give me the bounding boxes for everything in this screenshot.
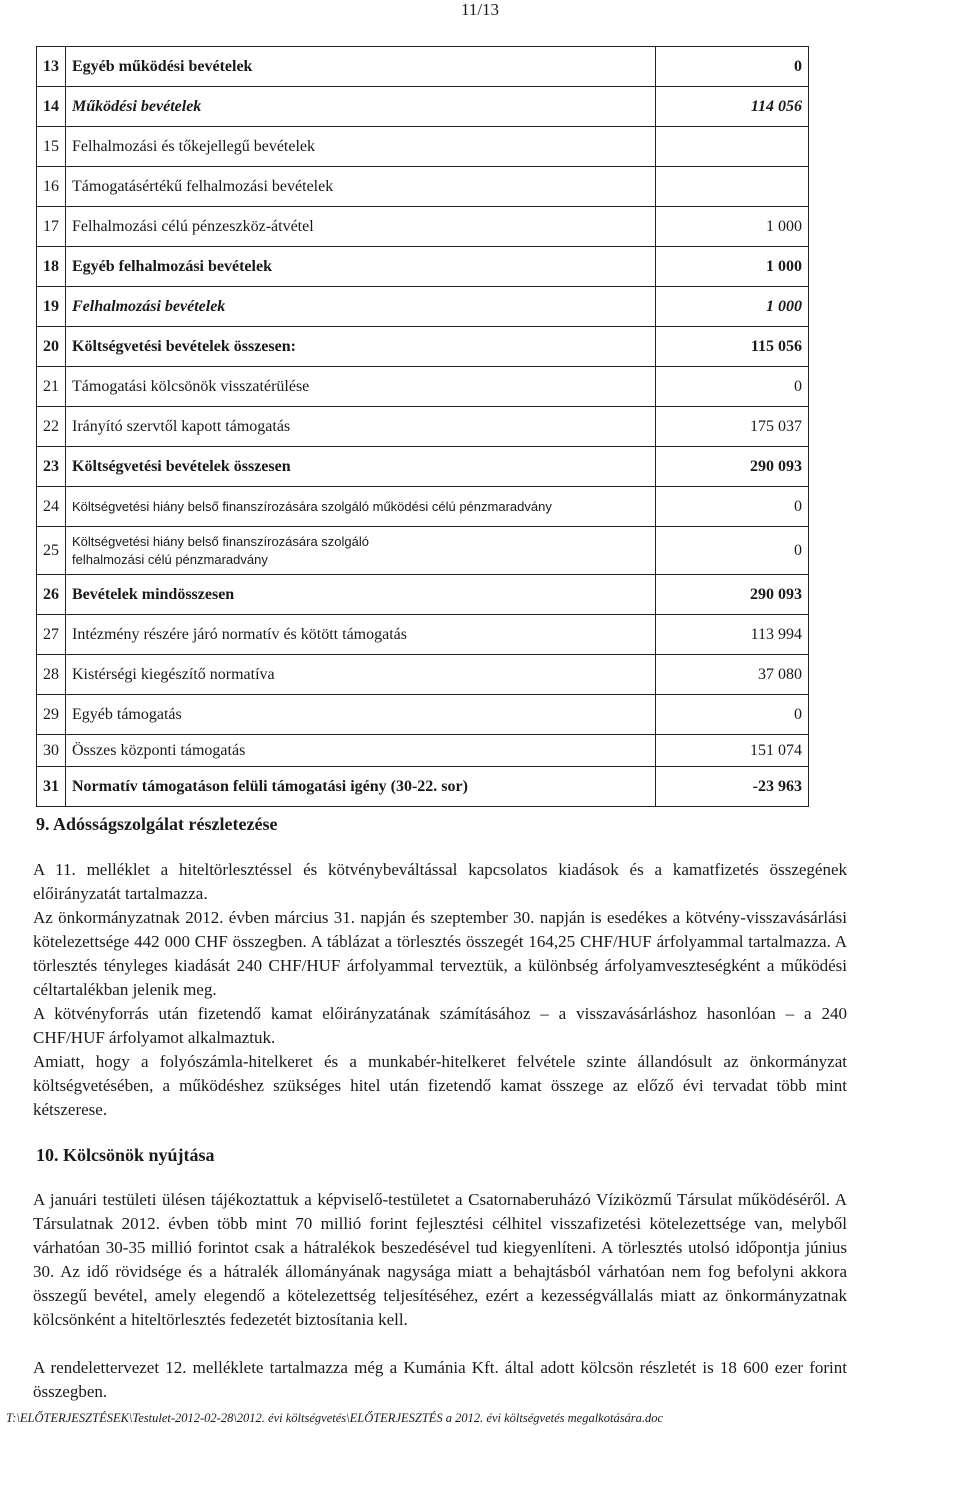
row-value: 0 bbox=[656, 47, 809, 87]
row-value: 0 bbox=[656, 527, 809, 575]
table-row bbox=[37, 247, 809, 287]
row-label: Költségvetési bevételek összesen bbox=[66, 447, 656, 487]
section-9-heading: 9. Adósságszolgálat részletezése bbox=[36, 814, 278, 834]
row-value: 1 000 bbox=[656, 207, 809, 247]
row-label: Támogatási kölcsönök visszatérülése bbox=[66, 367, 656, 407]
table-row bbox=[37, 527, 809, 575]
table-row bbox=[37, 655, 809, 695]
row-value: 113 994 bbox=[656, 615, 809, 655]
row-number: 27 bbox=[37, 615, 66, 655]
row-number: 19 bbox=[37, 287, 66, 327]
section-10-paragraph: A januári testületi ülésen tájékoztattuk a képviselő-testületet a Csatornaberuházó Víziközmű Társulat működéséről. A Társulatnak 2012. évben több mint 70 millió forint fejlesztési célhitel visszafizetési kötelezettsége van, melyből várhatóan 30-35 millió forintot csak a hátralékok beszedésével tud kiegyenlíteni. A törlesztés utolsó időpontja június 30. Az idő rövidsége és a hátralék állományának nagysága miatt a behajtásból várhatóan nem fog befolyni akkora összegű bevétel, amely elegendő a kötelezettség teljesítéséhez, ezért a kezességvállalás miatt az önkormányzatnak kölcsönként a hiteltörlesztés fedezetét biztosítania kell. bbox=[33, 1190, 847, 1329]
row-number: 22 bbox=[37, 407, 66, 447]
section-9-paragraph: Amiatt, hogy a folyószámla-hitelkeret és a munkabér-hitelkeret felvétele szinte állandósult az önkormányzat költségvetésében, a működéshez szükséges hitel után fizetendő kamat összege az előző évi tervadat több mint kétszerese. bbox=[33, 1052, 847, 1119]
row-label: Intézmény részére járó normatív és kötött támogatás bbox=[66, 615, 656, 655]
table-row bbox=[37, 767, 809, 807]
budget-table bbox=[36, 46, 809, 807]
row-value: 37 080 bbox=[656, 655, 809, 695]
row-value: 290 093 bbox=[656, 447, 809, 487]
table-row bbox=[37, 87, 809, 127]
row-label: Egyéb működési bevételek bbox=[66, 47, 656, 87]
table-row bbox=[37, 127, 809, 167]
row-number: 21 bbox=[37, 367, 66, 407]
row-label: Költségvetési hiány belső finanszírozására szolgáló felhalmozási célú pénzmaradvány bbox=[66, 527, 656, 575]
row-label: Kistérségi kiegészítő normatíva bbox=[66, 655, 656, 695]
row-label: Költségvetési bevételek összesen: bbox=[66, 327, 656, 367]
row-number: 26 bbox=[37, 575, 66, 615]
row-number: 15 bbox=[37, 127, 66, 167]
table-row bbox=[37, 207, 809, 247]
row-number: 13 bbox=[37, 47, 66, 87]
table-row bbox=[37, 47, 809, 87]
row-value bbox=[656, 127, 809, 167]
row-label: Költségvetési hiány belső finanszírozására szolgáló működési célú pénzmaradvány bbox=[66, 487, 656, 527]
section-9-paragraph: A 11. melléklet a hiteltörlesztéssel és kötvénybeváltással kapcsolatos kiadások és a kamatfizetés összegének előirányzatát tartalmazza. bbox=[33, 860, 847, 903]
table-row bbox=[37, 327, 809, 367]
row-number: 31 bbox=[37, 767, 66, 807]
row-number: 29 bbox=[37, 695, 66, 735]
row-number: 18 bbox=[37, 247, 66, 287]
row-value: 0 bbox=[656, 367, 809, 407]
section-10-paragraph: A rendelettervezet 12. melléklete tartalmazza még a Kumánia Kft. által adott kölcsön részletét is 18 600 ezer forint összegben. bbox=[33, 1358, 847, 1401]
row-label: Bevételek mindösszesen bbox=[66, 575, 656, 615]
row-value: 290 093 bbox=[656, 575, 809, 615]
row-value bbox=[656, 167, 809, 207]
page-number: 11/13 bbox=[460, 0, 500, 19]
row-value: 0 bbox=[656, 487, 809, 527]
table-row bbox=[37, 615, 809, 655]
row-value: 1 000 bbox=[656, 287, 809, 327]
table-row bbox=[37, 167, 809, 207]
row-label: Normatív támogatáson felüli támogatási igény (30-22. sor) bbox=[66, 767, 656, 807]
row-number: 23 bbox=[37, 447, 66, 487]
row-label: Működési bevételek bbox=[66, 87, 656, 127]
row-value: -23 963 bbox=[656, 767, 809, 807]
row-number: 24 bbox=[37, 487, 66, 527]
row-number: 16 bbox=[37, 167, 66, 207]
row-label: Támogatásértékű felhalmozási bevételek bbox=[66, 167, 656, 207]
row-value: 175 037 bbox=[656, 407, 809, 447]
row-value: 151 074 bbox=[656, 735, 809, 767]
row-value: 1 000 bbox=[656, 247, 809, 287]
table-row bbox=[37, 487, 809, 527]
row-value: 115 056 bbox=[656, 327, 809, 367]
section-9-paragraph: A kötvényforrás után fizetendő kamat előirányzatának számításához – a visszavásárláshoz hasonlóan – a 240 CHF/HUF árfolyamot alkalmaztuk. bbox=[33, 1004, 847, 1047]
row-label: Összes központi támogatás bbox=[66, 735, 656, 767]
row-label: Felhalmozási bevételek bbox=[66, 287, 656, 327]
row-value: 0 bbox=[656, 695, 809, 735]
row-number: 30 bbox=[37, 735, 66, 767]
row-number: 25 bbox=[37, 527, 66, 575]
row-number: 28 bbox=[37, 655, 66, 695]
document-file-path: T:\ELŐTERJESZTÉSEK\Testulet-2012-02-28\2012. évi költségvetés\ELŐTERJESZTÉS a 2012. évi költségvetés megalkotására.doc bbox=[6, 1411, 664, 1425]
table-row bbox=[37, 447, 809, 487]
section-9-paragraph: Az önkormányzatnak 2012. évben március 31. napján és szeptember 30. napján is esedékes a kötvény-visszavásárlási kötelezettsége 442 000 CHF összegben. A táblázat a törlesztés összegét 164,25 CHF/HUF árfolyammal tartalmazza. A törlesztés tényleges kiadását 240 CHF/HUF árfolyammal terveztük, a különbség árfolyamveszteségként a működési céltartalékban jelenik meg. bbox=[33, 908, 847, 999]
section-10-heading: 10. Kölcsönök nyújtása bbox=[36, 1145, 215, 1165]
row-number: 17 bbox=[37, 207, 66, 247]
row-number: 14 bbox=[37, 87, 66, 127]
table-row bbox=[37, 575, 809, 615]
table-row bbox=[37, 695, 809, 735]
row-number: 20 bbox=[37, 327, 66, 367]
table-row bbox=[37, 287, 809, 327]
row-label: Irányító szervtől kapott támogatás bbox=[66, 407, 656, 447]
row-label: Felhalmozási és tőkejellegű bevételek bbox=[66, 127, 656, 167]
row-label: Egyéb támogatás bbox=[66, 695, 656, 735]
table-row bbox=[37, 735, 809, 767]
row-label: Egyéb felhalmozási bevételek bbox=[66, 247, 656, 287]
table-row bbox=[37, 367, 809, 407]
row-label: Felhalmozási célú pénzeszköz-átvétel bbox=[66, 207, 656, 247]
row-value: 114 056 bbox=[656, 87, 809, 127]
table-row bbox=[37, 407, 809, 447]
